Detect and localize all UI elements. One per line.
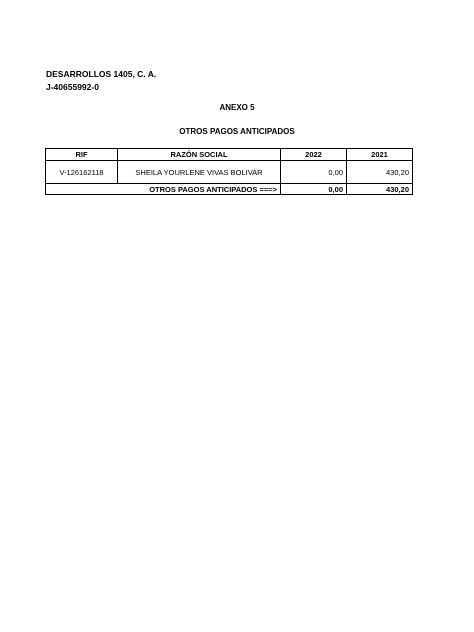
- cell-2021: 430,20: [347, 161, 413, 184]
- total-row: [46, 184, 413, 195]
- header-razon-social: RAZÓN SOCIAL: [118, 149, 281, 161]
- annex-title: ANEXO 5: [219, 103, 255, 112]
- cell-2022: 0,00: [281, 161, 347, 184]
- table-header-row: [46, 149, 413, 161]
- cell-razon-social: SHEILA YOURLENE VIVAS BOLIVAR: [118, 161, 281, 184]
- company-rif: J-40655992-0: [46, 82, 99, 92]
- company-name: DESARROLLOS 1405, C. A.: [46, 69, 157, 79]
- prepaid-table: [45, 148, 413, 195]
- table-row: [46, 161, 413, 184]
- total-label: OTROS PAGOS ANTICIPADOS ===>: [46, 184, 281, 195]
- total-2021: 430,20: [347, 184, 413, 195]
- company-header: [46, 68, 156, 94]
- header-2021: 2021: [347, 149, 413, 161]
- total-2022: 0,00: [281, 184, 347, 195]
- section-title: OTROS PAGOS ANTICIPADOS: [179, 127, 295, 136]
- header-2022: 2022: [281, 149, 347, 161]
- header-rif: RIF: [46, 149, 118, 161]
- cell-rif: V-126162118: [46, 161, 118, 184]
